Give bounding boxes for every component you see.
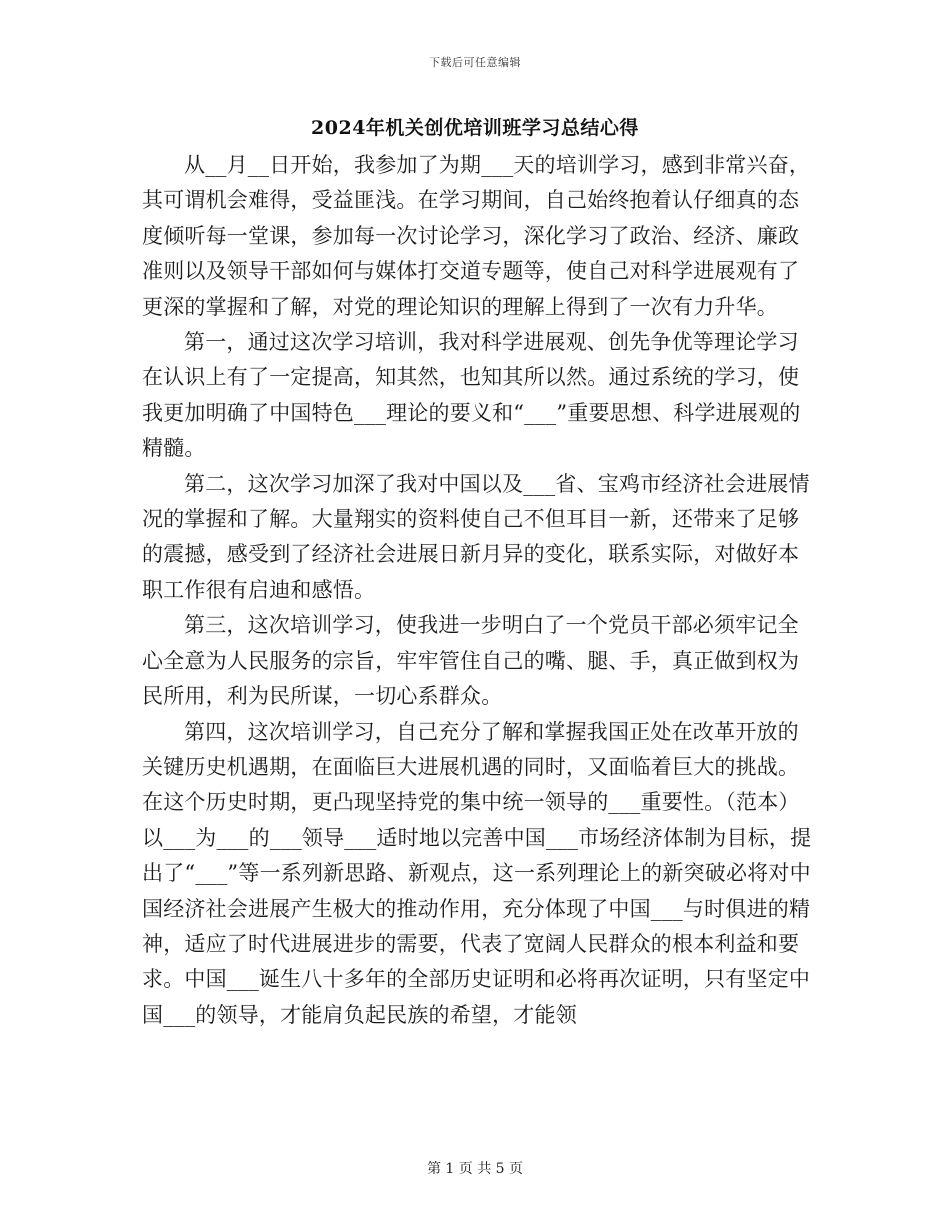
page-number-footer: 第 1 页 共 5 页 (426, 1161, 524, 1177)
paragraph-third: 第三，这次培训学习，使我进一步明白了一个党员干部必须牢记全心全意为人民服务的宗旨，牢牢管住自己的嘴、腿、手，真正做到权为民所用，利为民所谋，一切心系群众。 (142, 613, 800, 709)
paragraph-first: 第一，通过这次学习培训，我对科学进展观、创先争优等理论学习在认识上有了一定提高，知其然，也知其所以然。通过系统的学习，使我更加明确了中国特色___理论的要义和“___”重要思想、科学进展观的精髓。 (142, 330, 801, 461)
header-note: 下载后可任意编辑 (429, 56, 521, 69)
paragraph-intro: 从__月__日开始，我参加了为期___天的培训学习，感到非常兴奋，其可谓机会难得，受益匪浅。在学习期间，自己始终抱着认仔细真的态度倾听每一堂课，参加每一次讨论学习，深化学习了政治、经济、廉政准则以及领导干部如何与媒体打交道专题等，使自己对科学进展观有了更深的掌握和了解，对党的理论知识的理解上得到了一次有力升华。 (142, 153, 811, 319)
document-title: 2024年机关创优培训班学习总结心得 (311, 117, 639, 139)
paragraph-fourth: 第四，这次培训学习，自己充分了解和掌握我国正处在改革开放的关键历史机遇期，在面临巨大进展机遇的同时，又面临着巨大的挑战。在这个历史时期，更凸现坚持党的集中统一领导的___重要性。（范本）以___为___的___领导___适时地以完善中国___市场经济体制为目标，提出了“___”等一系列新思路、新观点，这一系列理论上的新突破必将对中国经济社会进展产生极大的推动作用，充分体现了中国___与时俱进的精神，适应了时代进展进步的需要，代表了宽阔人民群众的根本利益和要求。中国___诞生八十多年的全部历史证明和必将再次证明，只有坚定中国___的领导，才能肩负起民族的希望，才能领 (142, 719, 812, 1027)
document-body (142, 148, 814, 1033)
paragraph-second: 第二，这次学习加深了我对中国以及___省、宝鸡市经济社会进展情况的掌握和了解。大量翔实的资料使自己不但耳目一新，还带来了足够的震撼，感受到了经济社会进展日新月异的变化，联系实际，对做好本职工作很有启迪和感悟。 (142, 471, 810, 602)
